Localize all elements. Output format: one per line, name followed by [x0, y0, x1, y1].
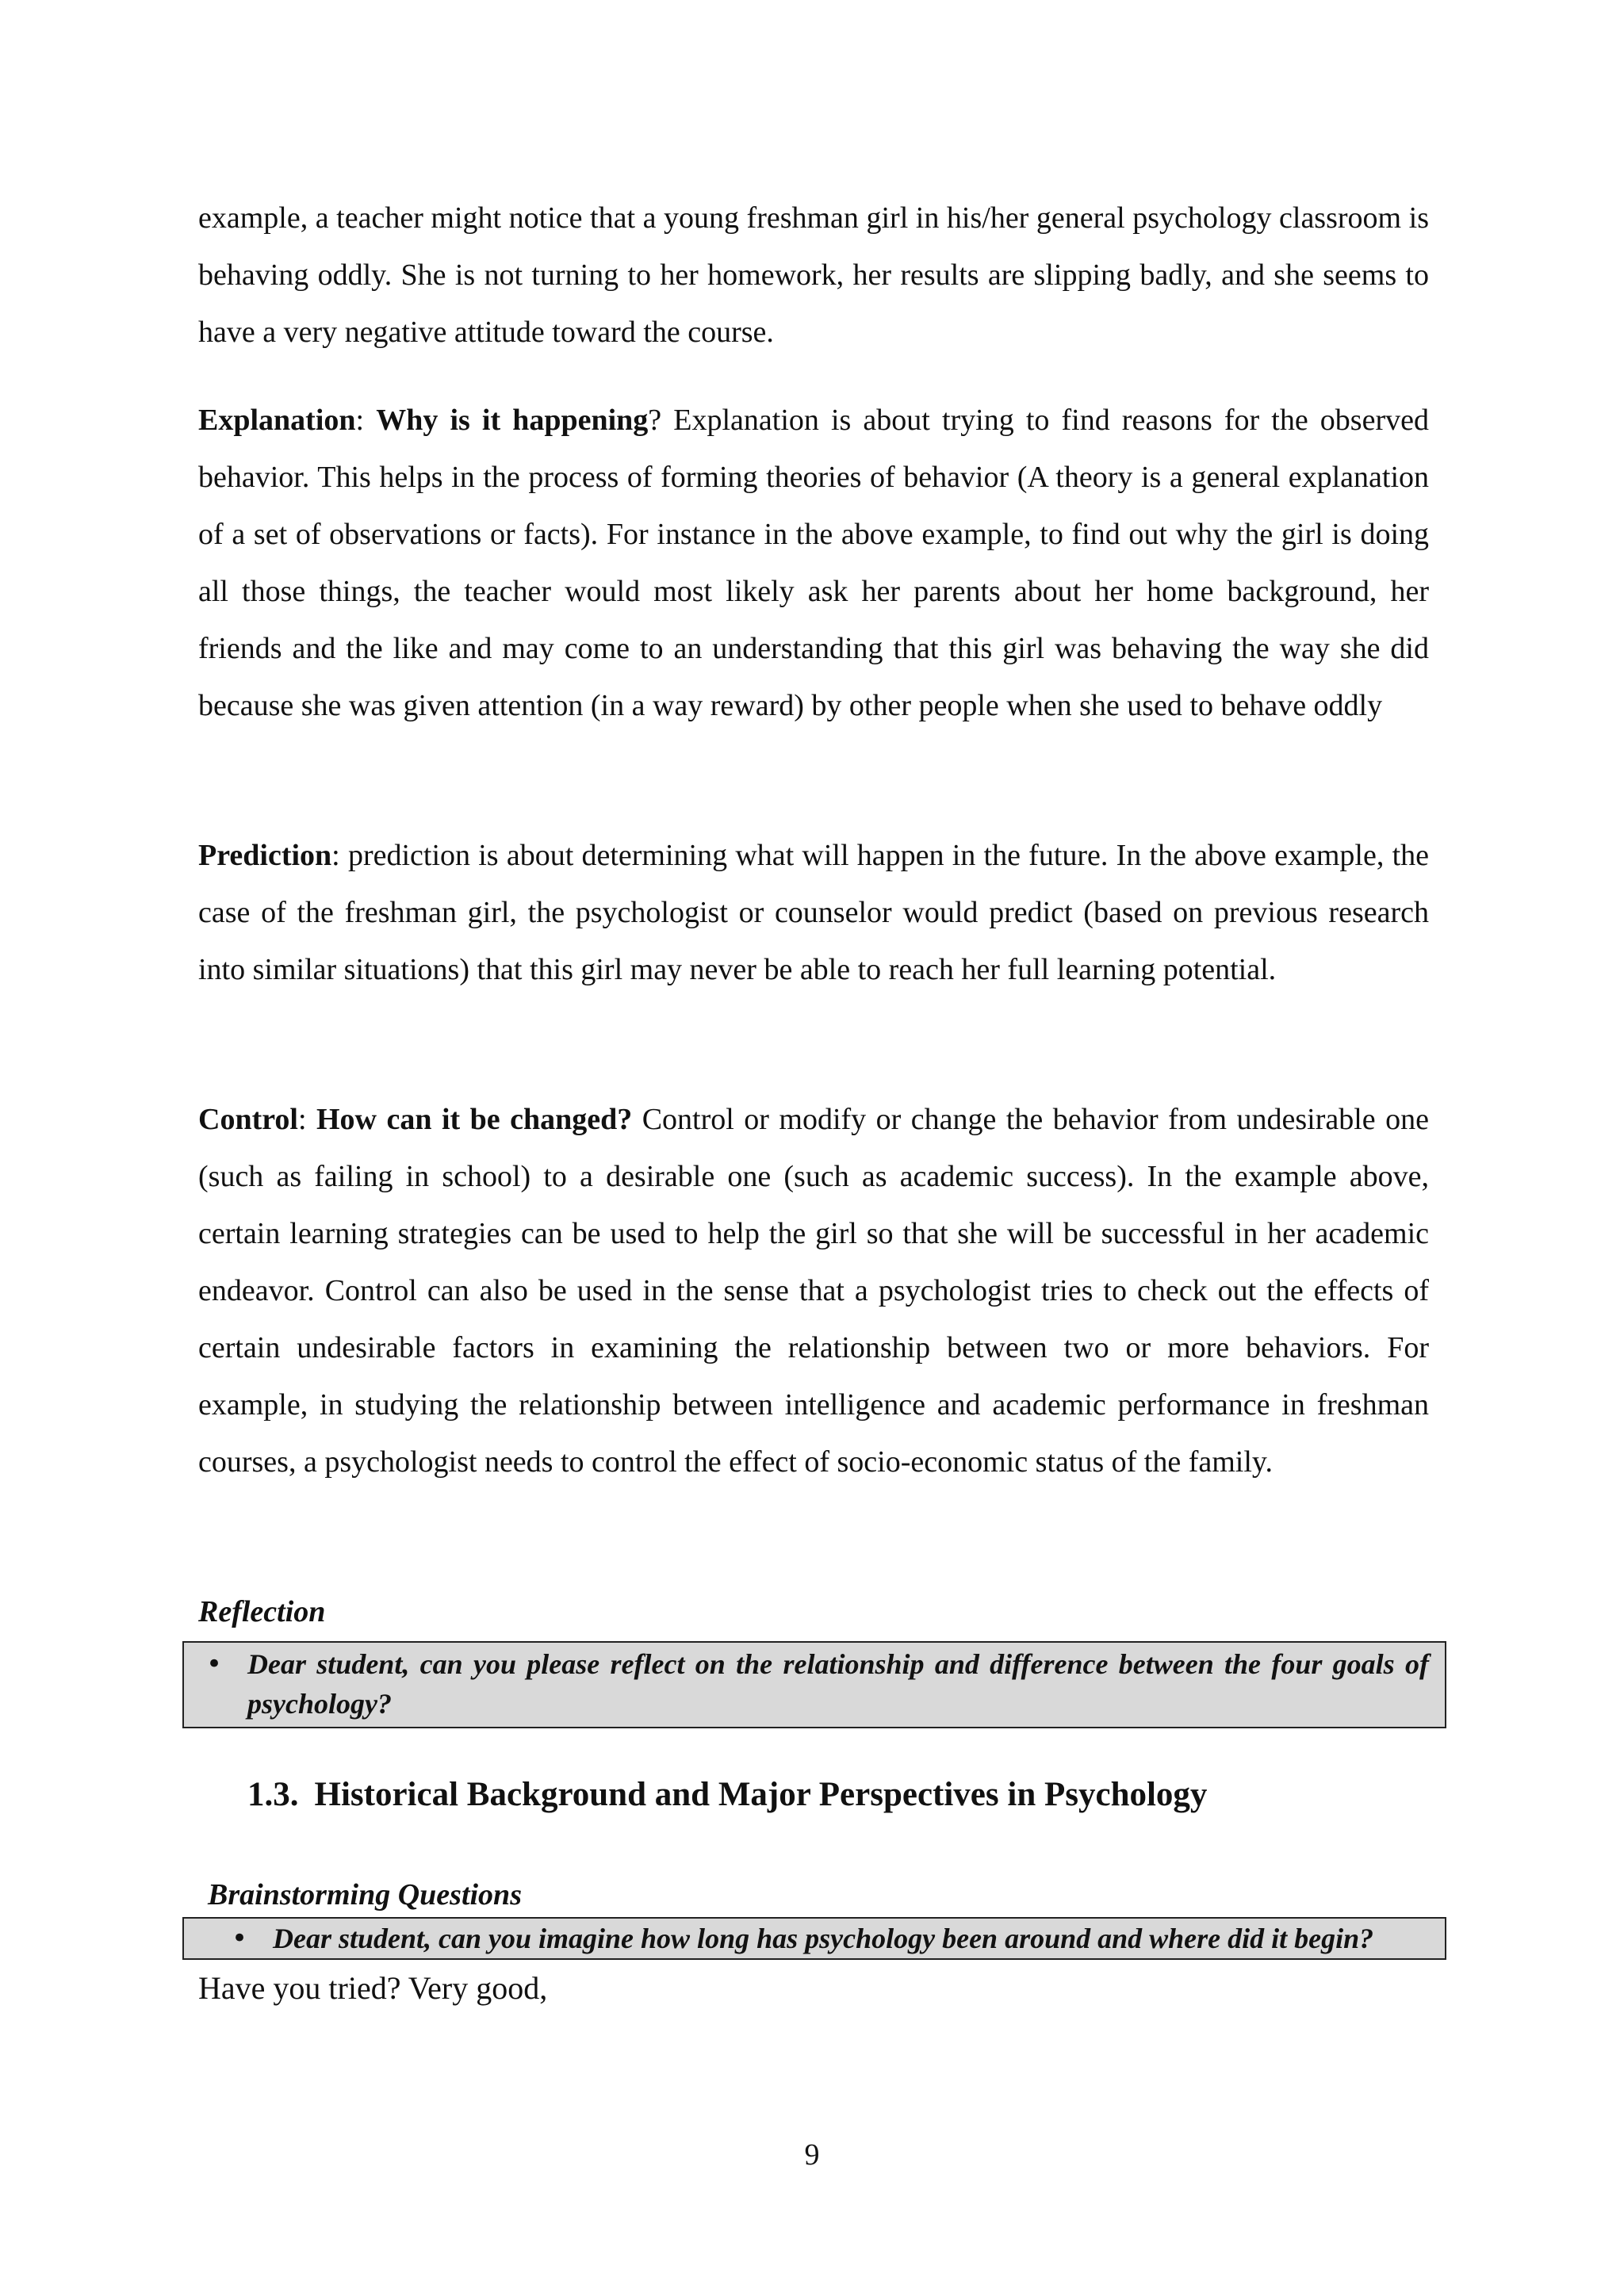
- page-number: 9: [804, 2138, 820, 2172]
- reflection-box: [182, 1641, 1446, 1728]
- control-colon: :: [297, 1103, 316, 1136]
- explanation-term: Explanation: [198, 404, 356, 437]
- control-term: Control: [198, 1103, 298, 1136]
- brainstorming-heading: Brainstorming Questions: [208, 1878, 522, 1911]
- section-number: 1.3.: [247, 1776, 299, 1813]
- intro-paragraph: [198, 189, 1429, 361]
- reflection-heading: Reflection: [198, 1595, 326, 1628]
- brainstorming-box: [182, 1917, 1446, 1960]
- section-title: Historical Background and Major Perspectives in Psychology: [314, 1776, 1208, 1813]
- prediction-paragraph: [198, 827, 1429, 998]
- reflection-question: Dear student, can you please reflect on the relationship and difference between the four goals of psychology?: [247, 1648, 1429, 1720]
- prediction-body: : prediction is about determining what will happen in the future. In the above example, the case of the freshman girl, the psychologist or counselor would predict (based on previous research into similar situations) that this girl may never be able to reach her full learning potential.: [198, 839, 1429, 986]
- explanation-question: Why is it happening: [376, 404, 649, 437]
- explanation-paragraph: [198, 392, 1429, 734]
- brainstorming-question: Dear student, can you imagine how long has psychology been around and where did it begin?: [273, 1923, 1374, 1954]
- control-question: How can it be changed?: [316, 1103, 633, 1136]
- closing-text: Have you tried? Very good,: [198, 1970, 548, 2006]
- intro-text: example, a teacher might notice that a young freshman girl in his/her general psychology classroom is behaving oddly. She is not turning to her homework, her results are slipping badly, and she seems to have a very negative attitude toward the course.: [198, 201, 1429, 349]
- bullet-icon: •: [232, 1923, 248, 1954]
- explanation-colon: :: [355, 404, 377, 437]
- prediction-term: Prediction: [198, 839, 332, 872]
- bullet-icon: •: [206, 1648, 223, 1680]
- control-body: Control or modify or change the behavior from undesirable one (such as failing in school) to a desirable one (such as academic success). In the example above, certain learning strategies can be used to help the girl so that she will be successful in her academic endeavor. Control can also be used in the sense that a psychologist tries to check out the effects of certain undesirable factors in examining the relationship between two or more behaviors. For example, in studying the relationship between intelligence and academic performance in freshman courses, a psychologist needs to control the effect of socio-economic status of the family.: [198, 1103, 1429, 1479]
- section-heading: [247, 1771, 1207, 1819]
- control-paragraph: [198, 1091, 1429, 1490]
- explanation-body: ? Explanation is about trying to find reasons for the observed behavior. This helps in the process of forming theories of behavior (A theory is a general explanation of a set of observations or facts). For instance in the above example, to find out why the girl is doing all those things, the teacher would most likely ask her parents about her home background, her friends and the like and may come to an understanding that this girl was behaving the way she did because she was given attention (in a way reward) by other people when she used to behave oddly: [198, 404, 1429, 722]
